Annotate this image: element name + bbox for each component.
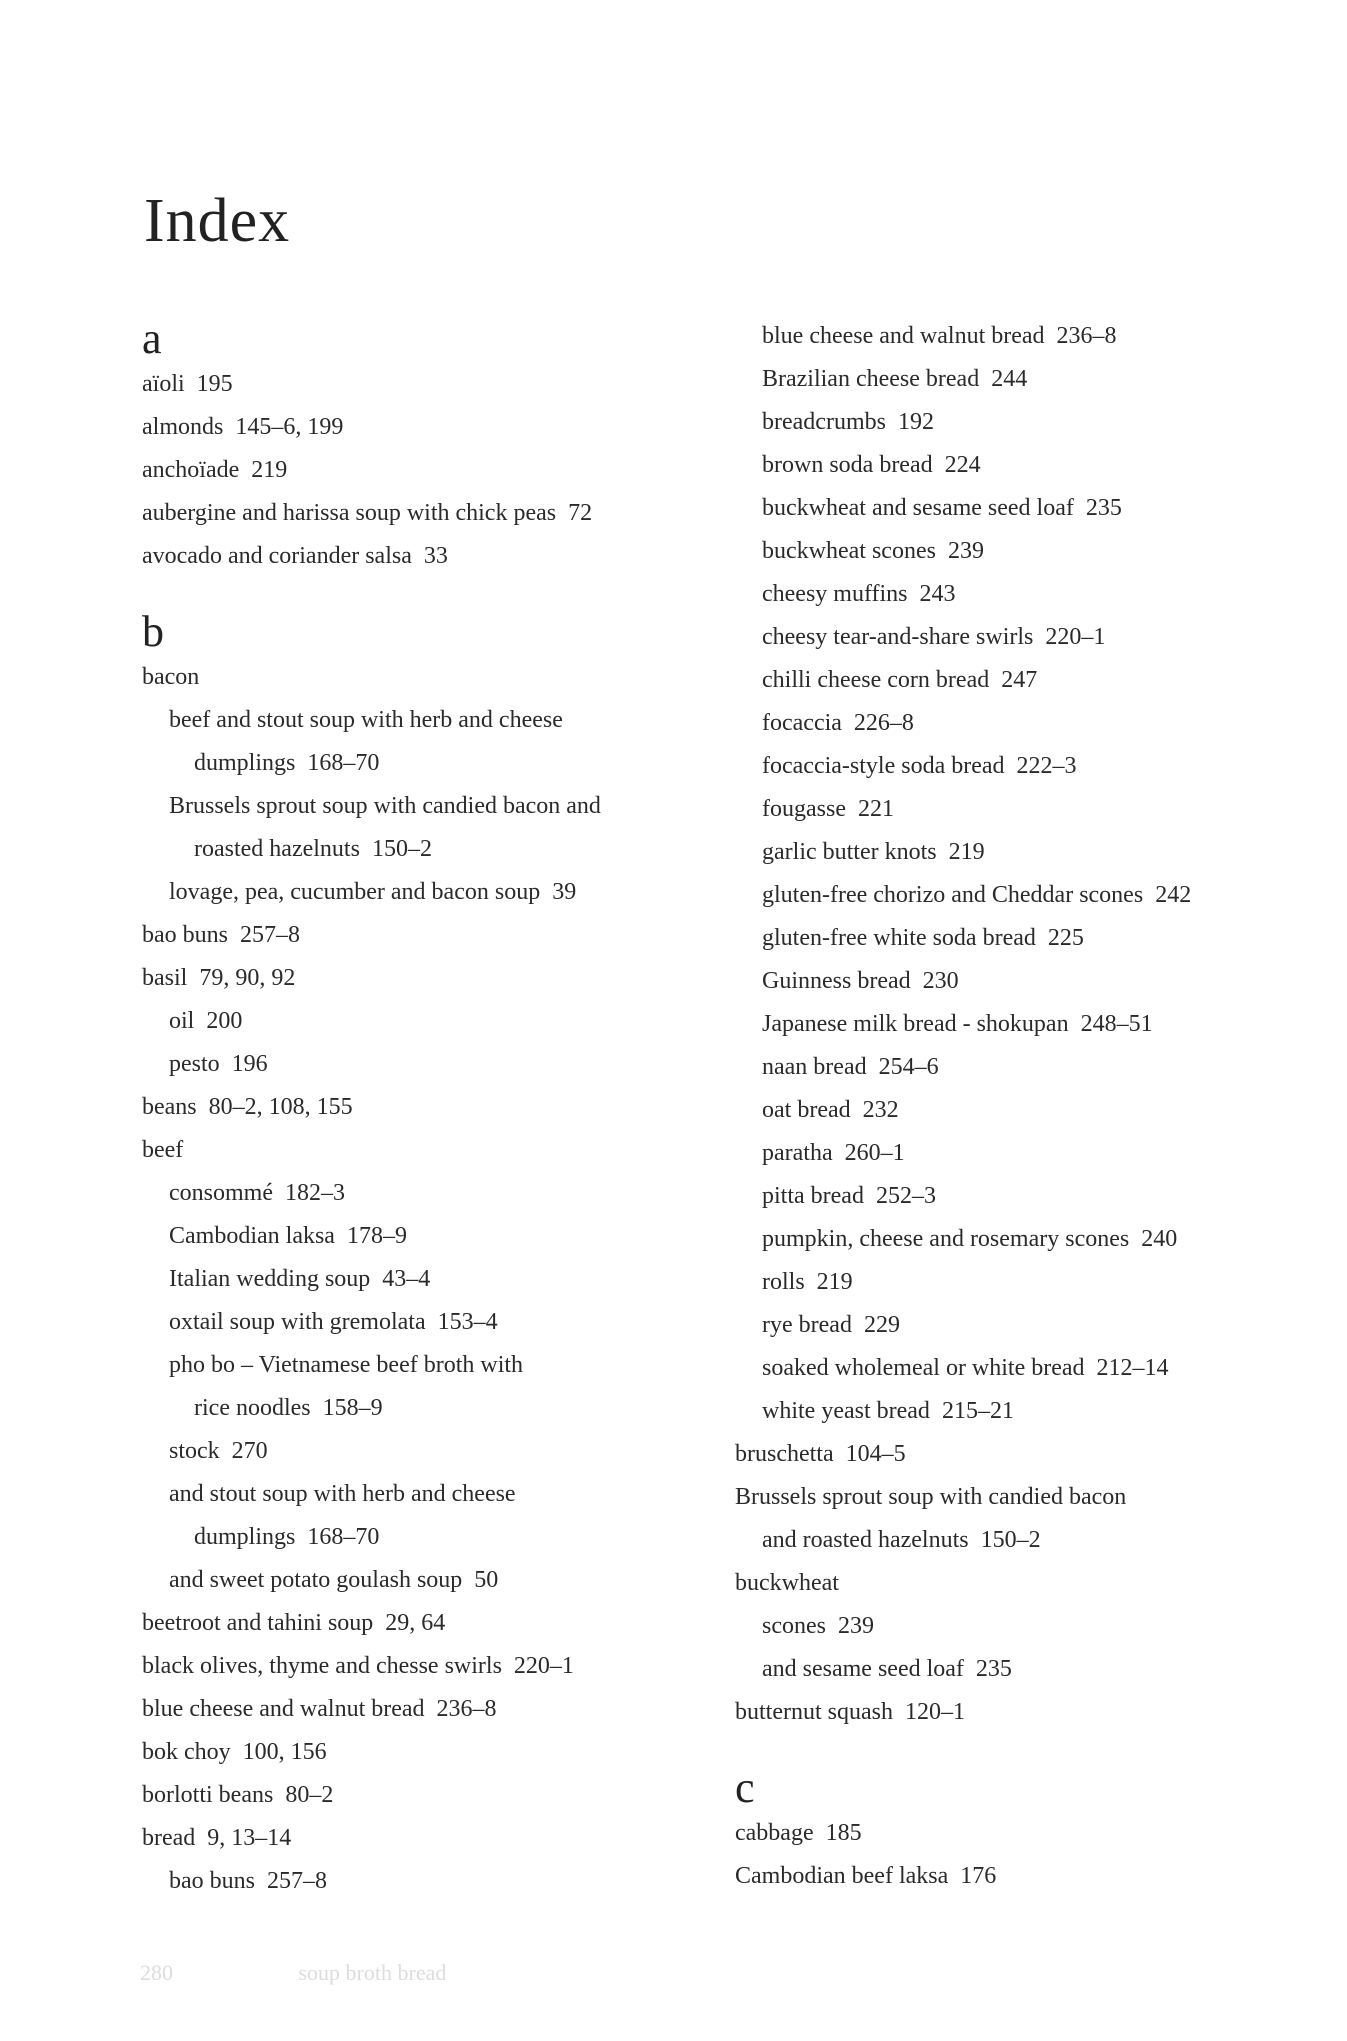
index-entry: [735, 444, 1335, 487]
index-entry: [735, 1812, 1335, 1855]
entry-term: soaked wholemeal or white bread: [762, 1355, 1085, 1381]
index-entry: [142, 1344, 742, 1387]
entry-pages: 185: [825, 1820, 862, 1846]
entry-pages: 33: [423, 543, 448, 569]
entry-term: gluten-free chorizo and Cheddar scones: [762, 882, 1144, 908]
entry-term: bruschetta: [735, 1441, 834, 1467]
entry-pages: 270: [231, 1438, 268, 1464]
index-entry: [735, 530, 1335, 573]
entry-pages: 220–1: [513, 1653, 574, 1679]
entry-pages: 150–2: [371, 836, 432, 862]
entry-term: Guinness bread: [762, 968, 911, 994]
entry-term: buckwheat and sesame seed loaf: [762, 495, 1074, 521]
entry-term: aubergine and harissa soup with chick peas: [142, 500, 557, 526]
entry-pages: 229: [863, 1312, 900, 1338]
index-entry: [142, 1860, 742, 1903]
entry-term: Japanese milk bread - shokupan: [762, 1011, 1069, 1037]
index-column-left: [142, 315, 742, 1903]
entry-term: and sesame seed loaf: [762, 1656, 964, 1682]
index-entry: [142, 1043, 742, 1086]
entry-term: stock: [169, 1438, 220, 1464]
entry-pages: 242: [1155, 882, 1192, 908]
index-entry: [735, 702, 1335, 745]
entry-term: oil: [169, 1008, 195, 1034]
entry-term: and roasted hazelnuts: [762, 1527, 969, 1553]
entry-pages: 239: [947, 538, 984, 564]
entry-pages: 72: [568, 500, 593, 526]
index-entry: [142, 656, 742, 699]
entry-pages: 252–3: [875, 1183, 936, 1209]
index-entry: [142, 1215, 742, 1258]
entry-pages: 257–8: [267, 1868, 327, 1894]
entry-term: basil: [142, 965, 188, 991]
entry-pages: 220–1: [1045, 624, 1106, 650]
index-entry: [142, 699, 742, 742]
index-entry: [142, 1430, 742, 1473]
page-footer: [140, 1960, 446, 1986]
entry-pages: 50: [474, 1567, 499, 1593]
index-entry: [142, 363, 742, 406]
index-entry: [735, 1347, 1335, 1390]
entry-pages: 178–9: [346, 1223, 407, 1249]
index-entry: [735, 1605, 1335, 1648]
entry-term: borlotti beans: [142, 1782, 274, 1808]
entry-pages: 221: [857, 796, 894, 822]
index-entry: [735, 573, 1335, 616]
entry-term: focaccia: [762, 710, 842, 736]
index-entry: [735, 1519, 1335, 1562]
entry-pages: 29, 64: [385, 1610, 446, 1636]
entry-pages: 235: [975, 1656, 1012, 1682]
entry-term: Cambodian laksa: [169, 1223, 335, 1249]
entry-term: fougasse: [762, 796, 846, 822]
index-entry: [735, 401, 1335, 444]
index-entry: [735, 1218, 1335, 1261]
entry-term: brown soda bread: [762, 452, 933, 478]
entry-term: focaccia-style soda bread: [762, 753, 1005, 779]
index-entry: [142, 1000, 742, 1043]
entry-term: breadcrumbs: [762, 409, 886, 435]
entry-term: dumplings: [194, 1524, 296, 1550]
entry-term: bao buns: [142, 922, 228, 948]
entry-pages: 257–8: [240, 922, 300, 948]
entry-pages: 232: [862, 1097, 899, 1123]
entry-pages: 79, 90, 92: [199, 965, 296, 991]
entry-term: beef: [142, 1137, 184, 1163]
index-entry: [142, 1602, 742, 1645]
entry-term: rye bread: [762, 1312, 852, 1338]
index-entry: [142, 1731, 742, 1774]
index-entry: [142, 492, 742, 535]
index-entry: [735, 1003, 1335, 1046]
entry-pages: 192: [897, 409, 934, 435]
entry-term: garlic butter knots: [762, 839, 937, 865]
entry-term: paratha: [762, 1140, 833, 1166]
entry-pages: 168–70: [307, 750, 380, 776]
entry-term: beetroot and tahini soup: [142, 1610, 374, 1636]
index-entry: [142, 449, 742, 492]
entry-term: gluten-free white soda bread: [762, 925, 1036, 951]
entry-term: scones: [762, 1613, 826, 1639]
index-column-right: [735, 315, 1335, 1898]
entry-term: buckwheat scones: [762, 538, 936, 564]
page-number: 280: [140, 1960, 173, 1985]
entry-pages: 219: [816, 1269, 853, 1295]
index-entry: [735, 831, 1335, 874]
index-entry: [735, 1648, 1335, 1691]
entry-pages: 158–9: [322, 1395, 383, 1421]
entry-term: oxtail soup with gremolata: [169, 1309, 426, 1335]
entry-term: Brussels sprout soup with candied bacon: [735, 1484, 1127, 1510]
entry-pages: 243: [919, 581, 956, 607]
index-entry: [142, 1129, 742, 1172]
index-entry: [142, 406, 742, 449]
letter-heading: c: [735, 1763, 755, 1812]
entry-pages: 200: [206, 1008, 243, 1034]
entry-term: Brazilian cheese bread: [762, 366, 980, 392]
entry-pages: 212–14: [1096, 1355, 1169, 1381]
index-entry: [142, 1688, 742, 1731]
index-entry: [735, 1261, 1335, 1304]
index-entry: [735, 1691, 1335, 1734]
entry-pages: 80–2: [285, 1782, 334, 1808]
index-entry: [142, 1172, 742, 1215]
entry-pages: 230: [922, 968, 959, 994]
entry-pages: 145–6, 199: [235, 414, 344, 440]
index-entry: [735, 1304, 1335, 1347]
entry-term: blue cheese and walnut bread: [142, 1696, 425, 1722]
entry-term: dumplings: [194, 750, 296, 776]
entry-pages: 239: [837, 1613, 874, 1639]
index-entry: [142, 828, 742, 871]
index-entry: [142, 1258, 742, 1301]
index-entry: [735, 1433, 1335, 1476]
entry-term: consommé: [169, 1180, 273, 1206]
index-entry: [735, 358, 1335, 401]
entry-pages: 153–4: [437, 1309, 498, 1335]
entry-pages: 225: [1047, 925, 1084, 951]
entry-term: bok choy: [142, 1739, 231, 1765]
entry-term: buckwheat: [735, 1570, 839, 1596]
index-entry: [735, 487, 1335, 530]
index-entry: [735, 1132, 1335, 1175]
entry-pages: 150–2: [980, 1527, 1041, 1553]
entry-pages: 120–1: [904, 1699, 965, 1725]
index-entry: [142, 742, 742, 785]
index-entry: [142, 914, 742, 957]
entry-pages: 168–70: [307, 1524, 380, 1550]
entry-term: pesto: [169, 1051, 220, 1077]
index-entry: [142, 1645, 742, 1688]
entry-pages: 260–1: [844, 1140, 905, 1166]
entry-pages: 100, 156: [242, 1739, 327, 1765]
index-entry: [142, 1086, 742, 1129]
index-entry: [735, 1089, 1335, 1132]
entry-pages: 182–3: [284, 1180, 345, 1206]
index-entry: [142, 535, 742, 578]
entry-term: black olives, thyme and chesse swirls: [142, 1653, 502, 1679]
entry-pages: 226–8: [853, 710, 914, 736]
entry-term: rice noodles: [194, 1395, 311, 1421]
entry-term: cheesy tear-and-share swirls: [762, 624, 1034, 650]
running-footer-title: soup broth bread: [298, 1960, 447, 1985]
entry-pages: 43–4: [382, 1266, 431, 1292]
entry-pages: 39: [552, 879, 577, 905]
entry-pages: 224: [944, 452, 981, 478]
entry-term: almonds: [142, 414, 224, 440]
entry-term: bread: [142, 1825, 196, 1851]
index-entry: [735, 1476, 1335, 1519]
index-entry: [735, 315, 1335, 358]
index-entry: [735, 874, 1335, 917]
entry-pages: 196: [231, 1051, 268, 1077]
entry-term: and stout soup with herb and cheese: [169, 1481, 516, 1507]
index-entry: [142, 785, 742, 828]
entry-term: rolls: [762, 1269, 805, 1295]
entry-term: anchoïade: [142, 457, 240, 483]
entry-pages: 235: [1085, 495, 1122, 521]
entry-term: beans: [142, 1094, 197, 1120]
index-entry: [735, 745, 1335, 788]
index-entry: [142, 1817, 742, 1860]
entry-pages: 254–6: [878, 1054, 939, 1080]
entry-pages: 248–51: [1080, 1011, 1153, 1037]
index-entry: [142, 1774, 742, 1817]
entry-term: white yeast bread: [762, 1398, 930, 1424]
page-title: Index: [144, 187, 291, 255]
entry-term: pitta bread: [762, 1183, 864, 1209]
entry-term: bacon: [142, 664, 200, 690]
entry-term: cabbage: [735, 1820, 814, 1846]
entry-pages: 195: [196, 371, 233, 397]
entry-term: chilli cheese corn bread: [762, 667, 990, 693]
entry-term: and sweet potato goulash soup: [169, 1567, 463, 1593]
entry-term: naan bread: [762, 1054, 867, 1080]
index-entry: [735, 788, 1335, 831]
entry-term: blue cheese and walnut bread: [762, 323, 1045, 349]
index-entry: [735, 917, 1335, 960]
letter-heading: a: [142, 314, 162, 363]
entry-term: beef and stout soup with herb and cheese: [169, 707, 563, 733]
entry-pages: 240: [1141, 1226, 1178, 1252]
index-entry: [142, 1301, 742, 1344]
index-entry: [735, 616, 1335, 659]
entry-term: Italian wedding soup: [169, 1266, 371, 1292]
entry-term: oat bread: [762, 1097, 851, 1123]
index-entry: [142, 871, 742, 914]
entry-pages: 247: [1001, 667, 1038, 693]
entry-pages: 236–8: [436, 1696, 497, 1722]
index-entry: [735, 659, 1335, 702]
index-entry: [142, 1559, 742, 1602]
entry-pages: 215–21: [941, 1398, 1014, 1424]
entry-pages: 176: [960, 1863, 997, 1889]
index-entry: [142, 957, 742, 1000]
entry-pages: 236–8: [1056, 323, 1117, 349]
entry-term: roasted hazelnuts: [194, 836, 360, 862]
index-entry: [735, 1175, 1335, 1218]
entry-pages: 9, 13–14: [207, 1825, 292, 1851]
index-entry: [735, 1046, 1335, 1089]
entry-term: bao buns: [169, 1868, 255, 1894]
entry-pages: 219: [948, 839, 985, 865]
entry-term: Cambodian beef laksa: [735, 1863, 949, 1889]
entry-term: butternut squash: [735, 1699, 893, 1725]
entry-term: pho bo – Vietnamese beef broth with: [169, 1352, 524, 1378]
entry-term: avocado and coriander salsa: [142, 543, 412, 569]
index-entry: [735, 1855, 1335, 1898]
index-entry: [142, 1473, 742, 1516]
index-entry: [735, 1390, 1335, 1433]
index-entry: [142, 1516, 742, 1559]
entry-term: cheesy muffins: [762, 581, 908, 607]
index-entry: [735, 1562, 1335, 1605]
index-entry: [142, 1387, 742, 1430]
entry-term: aïoli: [142, 371, 185, 397]
entry-pages: 222–3: [1016, 753, 1077, 779]
entry-pages: 104–5: [845, 1441, 906, 1467]
entry-term: pumpkin, cheese and rosemary scones: [762, 1226, 1130, 1252]
entry-pages: 80–2, 108, 155: [208, 1094, 353, 1120]
entry-pages: 219: [251, 457, 288, 483]
index-entry: [735, 960, 1335, 1003]
entry-term: Brussels sprout soup with candied bacon and: [169, 793, 601, 819]
entry-term: lovage, pea, cucumber and bacon soup: [169, 879, 541, 905]
entry-pages: 244: [991, 366, 1028, 392]
letter-heading: b: [142, 607, 164, 656]
